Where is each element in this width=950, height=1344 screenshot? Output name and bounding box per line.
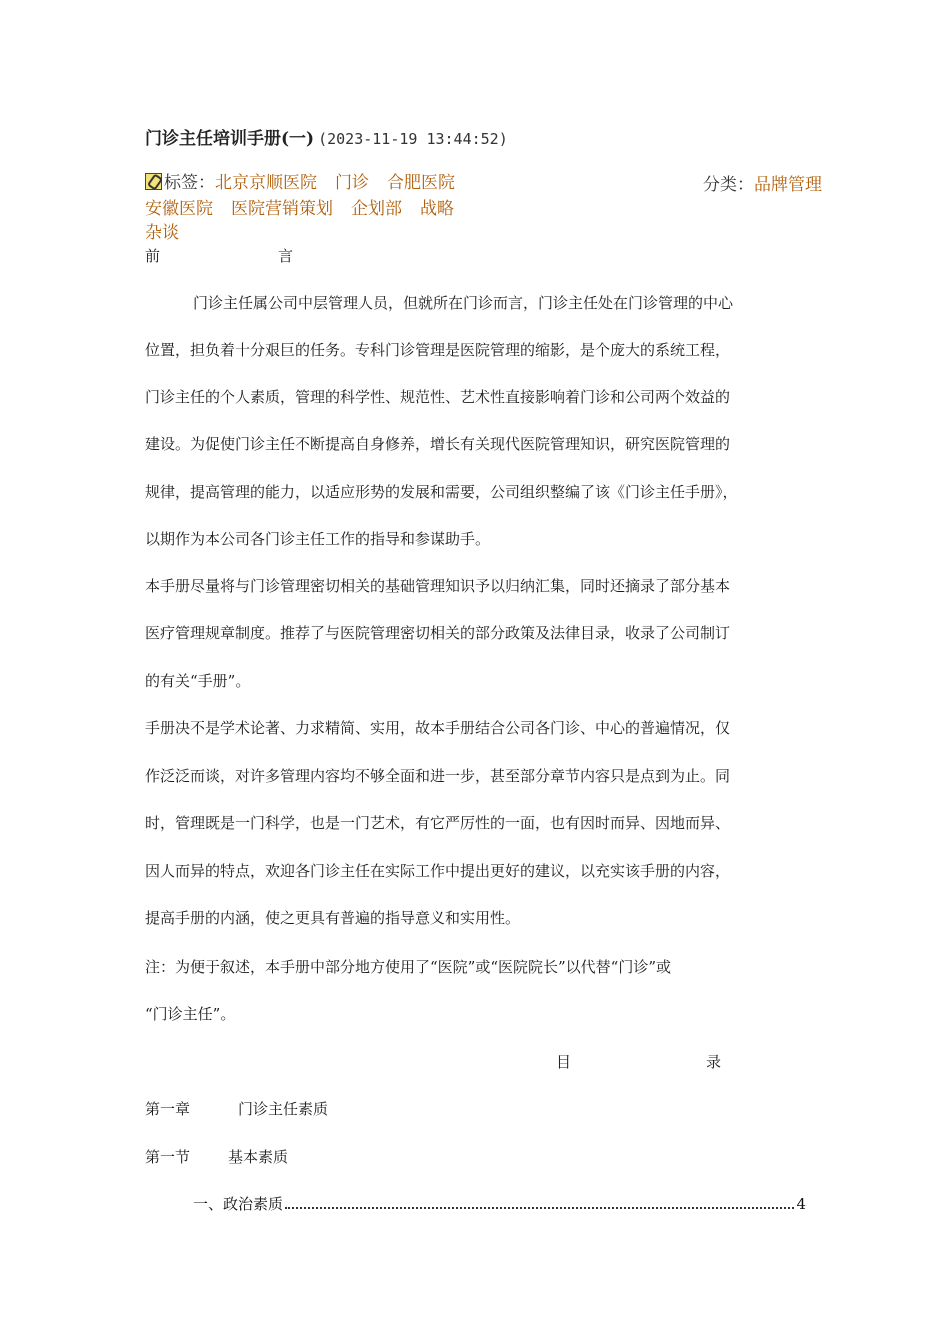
preface-line: 建设。为促使门诊主任不断提高自身修养，增长有关现代医院管理知识，研究医院管理的 bbox=[145, 435, 731, 453]
toc-heading-left: 目 bbox=[556, 1053, 572, 1071]
tags-row bbox=[145, 168, 473, 193]
toc-entry[interactable] bbox=[193, 1193, 806, 1214]
tag-link[interactable]: 门诊 bbox=[335, 173, 369, 193]
preface-heading-left: 前 bbox=[145, 247, 161, 265]
preface-note-line: 注：为便于叙述，本手册中部分地方使用了“医院”或“医院院长”以代替“门诊”或 bbox=[145, 958, 672, 976]
preface-line: 提高手册的内涵，使之更具有普遍的指导意义和实用性。 bbox=[145, 909, 521, 927]
tag-link[interactable]: 北京京顺医院 bbox=[215, 173, 317, 193]
preface-line: 时，管理既是一门科学，也是一门艺术，有它严厉性的一面，也有因时而异、因地而异、 bbox=[145, 814, 731, 832]
tag-icon bbox=[145, 173, 162, 190]
preface-line: 手册决不是学术论著、力求精简、实用，故本手册结合公司各门诊、中心的普遍情况，仅 bbox=[145, 719, 731, 737]
article-timestamp: (2023-11-19 13:44:52) bbox=[318, 130, 508, 148]
tags-label: 标签： bbox=[164, 173, 215, 193]
tags-row-3 bbox=[145, 218, 197, 243]
toc-section-number: 第一节 bbox=[145, 1148, 191, 1166]
preface-line: 门诊主任的个人素质，管理的科学性、规范性、艺术性直接影响着门诊和公司两个效益的 bbox=[145, 388, 731, 406]
category-link[interactable]: 品牌管理 bbox=[754, 175, 822, 195]
toc-entry-page: 4 bbox=[796, 1195, 806, 1213]
preface-line: 位置，担负着十分艰巨的任务。专科门诊管理是医院管理的缩影，是个庞大的系统工程， bbox=[145, 341, 731, 359]
toc-chapter-title: 门诊主任素质 bbox=[238, 1100, 329, 1118]
toc-entry-title: 一、政治素质 bbox=[193, 1195, 284, 1213]
preface-line: 医疗管理规章制度。推荐了与医院管理密切相关的部分政策及法律目录，收录了公司制订 bbox=[145, 624, 731, 642]
preface-line: 作泛泛而谈，对许多管理内容均不够全面和进一步，甚至部分章节内容只是点到为止。同 bbox=[145, 767, 731, 785]
preface-note-line: “门诊主任”。 bbox=[145, 1005, 236, 1023]
toc-chapter-number: 第一章 bbox=[145, 1100, 191, 1118]
toc-leader-dots bbox=[285, 1207, 794, 1209]
preface-line: 门诊主任属公司中层管理人员，但就所在门诊而言，门诊主任处在门诊管理的中心 bbox=[193, 294, 734, 312]
preface-line: 以期作为本公司各门诊主任工作的指导和参谋助手。 bbox=[145, 530, 491, 548]
tags-row-2 bbox=[145, 194, 472, 219]
preface-line: 规律，提高管理的能力，以适应形势的发展和需要，公司组织整编了该《门诊主任手册》， bbox=[145, 483, 738, 501]
tag-link[interactable]: 杂谈 bbox=[145, 223, 179, 243]
toc-section-title: 基本素质 bbox=[228, 1148, 289, 1166]
article-title bbox=[145, 124, 508, 149]
tag-link[interactable]: 医院营销策划 bbox=[231, 199, 333, 219]
article-title-text: 门诊主任培训手册(一) bbox=[145, 129, 315, 149]
preface-line: 因人而异的特点，欢迎各门诊主任在实际工作中提出更好的建议，以充实该手册的内容， bbox=[145, 862, 731, 880]
category-label: 分类： bbox=[703, 175, 754, 195]
preface-line: 本手册尽量将与门诊管理密切相关的基础管理知识予以归纳汇集，同时还摘录了部分基本 bbox=[145, 577, 731, 595]
preface-line: 的有关“手册”。 bbox=[145, 672, 251, 690]
category bbox=[703, 170, 822, 195]
toc-heading-right: 录 bbox=[706, 1053, 722, 1071]
preface-heading-right: 言 bbox=[278, 247, 294, 265]
tag-link[interactable]: 安徽医院 bbox=[145, 199, 213, 219]
tag-link[interactable]: 合肥医院 bbox=[387, 173, 455, 193]
tag-link[interactable]: 企划部 bbox=[351, 199, 402, 219]
tag-link[interactable]: 战略 bbox=[420, 199, 454, 219]
